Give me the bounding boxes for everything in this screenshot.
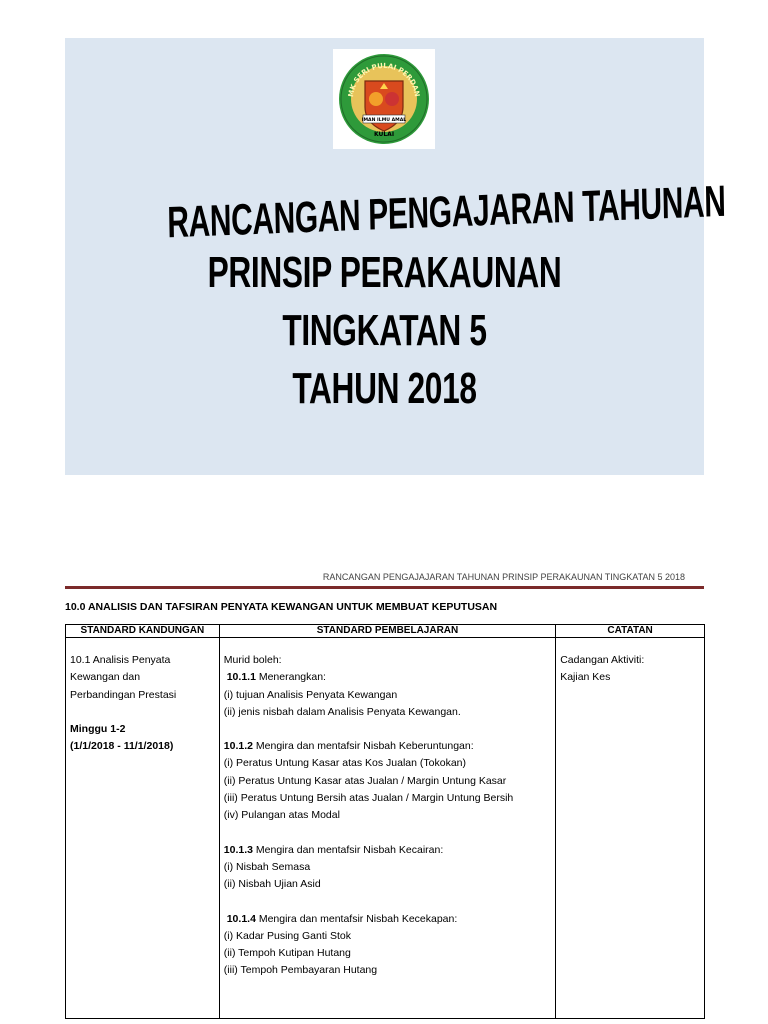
svg-text:IMAN ILMU AMAL: IMAN ILMU AMAL xyxy=(361,118,407,123)
svg-text:SMK SERI PULAI PERDANA: MK SERI PULAI PERDAN xyxy=(346,61,421,98)
cell-pembelajaran xyxy=(219,638,555,1019)
list-item: (i) Peratus Untung Kasar atas Kos Jualan (Tokokan) xyxy=(223,757,466,770)
intro-text: Murid boleh: xyxy=(223,654,282,666)
list-item: (iv) Pulangan atas Modal xyxy=(223,809,340,822)
school-logo xyxy=(333,49,435,149)
cell-kandungan xyxy=(66,638,220,1019)
title-line-1: RANCANGAN PENGAJARAN TAHUNAN xyxy=(166,176,726,248)
list-item: (ii) Peratus Untung Kasar atas Jualan / Margin Untung Kasar xyxy=(223,774,507,787)
title-line-3: TINGKATAN 5 xyxy=(282,306,487,355)
school-crest-icon xyxy=(333,49,435,149)
list-item: (i) Kadar Pusing Ganti Stok xyxy=(223,929,352,942)
list-item: (i) tujuan Analisis Penyata Kewangan xyxy=(223,688,398,701)
header-standard-kandungan: STANDARD KANDUNGAN xyxy=(66,625,220,638)
objective-heading: 10.1.1 Menerangkan: xyxy=(226,671,326,684)
section-title: 10.0 ANALISIS DAN TAFSIRAN PENYATA KEWANGAN UNTUK MEMBUAT KEPUTUSAN xyxy=(65,601,498,613)
lesson-plan-table xyxy=(65,624,705,1019)
list-item: (ii) Nisbah Ujian Asid xyxy=(223,878,321,891)
objective-heading: 10.1.4 Mengira dan mentafsir Nisbah Kecekapan: xyxy=(226,912,458,925)
list-item: (i) Nisbah Semasa xyxy=(223,860,311,873)
date-range: (1/1/2018 - 11/1/2018) xyxy=(70,740,174,753)
header-rule xyxy=(65,586,704,589)
catatan-line: Kajian Kes xyxy=(560,671,611,684)
cell-catatan xyxy=(556,638,705,1019)
objective-heading: 10.1.3 Mengira dan mentafsir Nisbah Kecairan: xyxy=(223,843,444,856)
week-label: Minggu 1-2 xyxy=(70,722,126,735)
list-item: (ii) Tempoh Kutipan Hutang xyxy=(223,947,351,960)
catatan-line: Cadangan Aktiviti: xyxy=(560,654,645,666)
table-header-row xyxy=(66,625,705,638)
kandungan-line: 10.1 Analisis Penyata xyxy=(70,654,171,666)
running-header: RANCANGAN PENGAJAJARAN TAHUNAN PRINSIP PERAKAUNAN TINGKATAN 5 2018 xyxy=(322,572,685,582)
svg-text:KULAI: KULAI xyxy=(373,131,395,138)
list-item: (iii) Peratus Untung Bersih atas Jualan / Margin Untung Bersih xyxy=(223,792,514,805)
table-row xyxy=(66,638,705,1019)
header-catatan: CATATAN xyxy=(556,625,705,638)
header-standard-pembelajaran: STANDARD PEMBELAJARAN xyxy=(219,625,555,638)
kandungan-line: Kewangan dan xyxy=(70,671,141,684)
cover-title xyxy=(65,176,726,418)
cover-page xyxy=(65,38,726,475)
list-item: (ii) jenis nisbah dalam Analisis Penyata Kewangan. xyxy=(223,705,461,718)
list-item: (iii) Tempoh Pembayaran Hutang xyxy=(223,964,378,977)
title-line-2: PRINSIP PERAKAUNAN xyxy=(207,248,562,297)
objective-heading: 10.1.2 Mengira dan mentafsir Nisbah Keberuntungan: xyxy=(223,740,474,753)
title-line-4: TAHUN 2018 xyxy=(292,364,477,413)
kandungan-line: Perbandingan Prestasi xyxy=(70,688,177,701)
